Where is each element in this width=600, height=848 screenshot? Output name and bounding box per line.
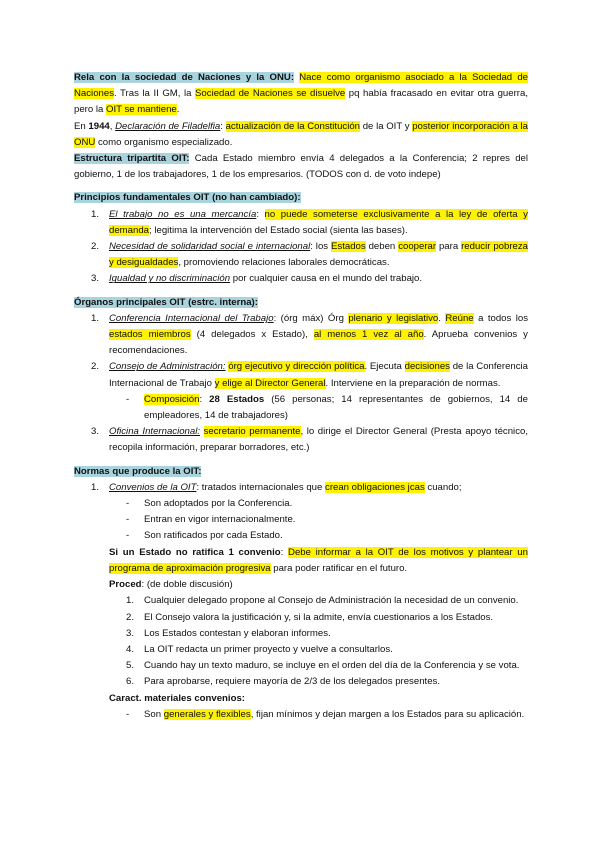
highlight-text: Nace como organismo asociado a la Sociedad de Naciones (74, 72, 528, 100)
list-number: 1. (126, 595, 135, 607)
text: (56 personas; 14 representantes de gobiernos, 14 de empleadores, 14 de trabajadores) (144, 393, 528, 422)
heading-onu: Rela con la sociedad de Naciones y la ONU: (74, 72, 295, 83)
spacer (74, 183, 528, 190)
highlight-text: Estados (331, 241, 366, 253)
text: de la Conferencia Internacional de Trabajo (109, 361, 529, 389)
document-page (74, 70, 528, 723)
list-item (74, 674, 528, 690)
text: : (280, 546, 289, 558)
highlight-text: plenario y legislativo (348, 312, 439, 324)
bold-text: 28 Estados (209, 393, 265, 405)
term: Conferencia Internacional del Trabajo (109, 312, 274, 324)
list-number: 6. (126, 676, 135, 688)
text: La OIT redacta un primer proyecto y vuelve a consultarlos. (144, 643, 393, 655)
term: Oficina Internacional: (109, 426, 201, 438)
list-item (74, 359, 528, 391)
highlight-text: Composición (144, 393, 200, 405)
dash-bullet: - (126, 708, 130, 720)
highlight-text: al menos 1 vez al año (313, 329, 424, 341)
spacer (74, 457, 528, 464)
text: El Consejo valora la justificación y, si la admite, envía cuestionarios a los Estados. (144, 611, 494, 623)
list-item (74, 626, 528, 642)
highlight-text: generales y flexibles (163, 708, 251, 720)
year: 1944 (88, 120, 110, 132)
text: deben (365, 241, 399, 253)
text: , (109, 120, 116, 132)
organos-list (74, 311, 528, 392)
list-item (74, 207, 528, 239)
list-item (74, 642, 528, 658)
bold-text: Proced (109, 579, 142, 591)
list-number: 2. (91, 241, 100, 253)
list-number: 3. (91, 273, 100, 285)
dash-bullet: - (126, 514, 130, 526)
text: . Interviene en la preparación de normas. (325, 377, 501, 389)
text: , fijan mínimos y dejan margen a los Estados para su aplicación. (250, 708, 525, 720)
principios-list (74, 207, 528, 288)
caract-list (74, 707, 528, 723)
text: Cuando hay un texto maduro, se incluye en el orden del día de la Conferencia y se vota. (144, 660, 520, 672)
text: . Ejecuta (364, 361, 405, 373)
text: Para aprobarse, requiere mayoría de 2/3 de los delegados presentes. (144, 676, 440, 688)
text: cuando; (424, 481, 462, 493)
text: Cada Estado miembro envía 4 delegados a la Conferencia; 2 repres del gobierno, 1 de los trabajadores, 1 de los empresarios. (TODOS con d. de voto indepe) (74, 153, 528, 181)
dash-bullet: - (126, 498, 130, 510)
text: : (199, 393, 210, 405)
highlight-text: no puede someterse exclusivamente a la ley de oferta y demanda (109, 208, 528, 236)
list-number: 3. (91, 426, 100, 438)
highlight-text: órg ejecutivo y dirección política (228, 361, 365, 373)
list-item (74, 392, 528, 424)
list-item (74, 424, 528, 456)
normas-list (74, 480, 528, 496)
list-item (74, 239, 528, 271)
bold-text: Si un Estado no ratifica 1 convenio (109, 546, 281, 558)
highlight-text: Debe informar a la OIT de los motivos y plantear un programa de aproximación progresiva (109, 546, 528, 574)
paragraph-filadelfia (74, 119, 528, 151)
list-number: 2. (91, 361, 100, 373)
convenio-conditions-list (74, 496, 528, 545)
list-item (74, 658, 528, 674)
list-number: 1. (91, 481, 100, 493)
list-item (74, 528, 528, 544)
list-number: 1. (91, 208, 100, 220)
highlight-text: cooperar (398, 241, 437, 253)
section-heading-principios (74, 190, 528, 206)
list-item (74, 512, 528, 528)
spacer (74, 288, 528, 295)
text: Entran en vigor internacionalmente. (144, 514, 296, 526)
highlight-text: decisiones (404, 361, 450, 373)
list-item (74, 707, 528, 723)
highlight-text: Sociedad de Naciones se disuelve (195, 88, 346, 100)
highlight-text: OIT se mantiene (106, 104, 177, 116)
term: Igualdad y no discriminación (109, 273, 231, 285)
heading-text: Principios fundamentales OIT (no han cambiado): (74, 192, 301, 204)
dash-bullet: - (126, 530, 130, 542)
text: : (de doble discusión) (141, 579, 233, 591)
organos-list-cont (74, 424, 528, 456)
highlight-text: y elige al Director General (214, 377, 326, 389)
list-item (74, 311, 528, 360)
text: En (74, 120, 89, 132)
text: : tratados internacionales que (196, 481, 326, 493)
text: . (438, 312, 446, 324)
term: Consejo de Administración: (109, 361, 226, 373)
section-heading-normas (74, 464, 528, 480)
list-item (74, 480, 528, 496)
text: (4 delegados x Estado), (190, 329, 314, 341)
text: , lo dirige el Director General (Presta apoyo técnico, recopila información, preparar borradores, etc.) (109, 426, 528, 454)
text: para poder ratificar en el futuro. (270, 562, 408, 574)
text: . Aprueba convenios y recomendaciones. (109, 329, 528, 357)
highlight-text: crean obligaciones jcas (325, 481, 425, 493)
heading-text: Normas que produce la OIT: (74, 465, 202, 477)
text: . (176, 104, 180, 116)
paragraph-proced (74, 577, 528, 593)
text: : (256, 208, 265, 220)
paragraph-tripartita (74, 151, 528, 183)
list-item (74, 593, 528, 609)
text: , promoviendo relaciones laborales democráticas. (178, 257, 390, 269)
list-item (74, 271, 528, 287)
text: Son adoptados por la Conferencia. (144, 498, 293, 510)
heading-tripartita: Estructura tripartita OIT: (74, 153, 190, 165)
dash-bullet: - (126, 393, 130, 405)
list-number: 4. (126, 643, 135, 655)
text: : los (310, 241, 331, 253)
text: : (220, 120, 226, 132)
list-item (74, 610, 528, 626)
term: El trabajo no es una mercancía (109, 208, 257, 220)
highlight-text: estados miembros (109, 329, 191, 341)
paragraph-onu (74, 70, 528, 119)
highlight-text: reducir pobreza y desigualdades (109, 241, 528, 269)
section-heading-organos (74, 295, 528, 311)
highlight-text: posterior incorporación a la ONU (74, 120, 528, 148)
list-number: 5. (126, 660, 135, 672)
text: como organismo especializado. (95, 136, 233, 148)
list-number: 2. (126, 611, 135, 623)
text: Los Estados contestan y elaboran informes. (144, 627, 331, 639)
heading-text: Órganos principales OIT (estrc. interna): (74, 296, 258, 308)
highlight-text: Reúne (445, 312, 474, 324)
list-number: 3. (126, 627, 135, 639)
text: pq había fracasado en evitar otra guerra, pero la (74, 88, 528, 116)
text: Son (144, 708, 164, 720)
term: Convenios de la OIT (109, 481, 197, 493)
list-number: 1. (91, 312, 100, 324)
text: : (órg máx) Órg (273, 312, 349, 324)
proced-steps-list (74, 593, 528, 690)
text: de la OIT y (360, 120, 413, 132)
caract-heading: Caract. materiales convenios: (109, 692, 245, 704)
text: a todos los (473, 312, 529, 324)
text: Son ratificados por cada Estado. (144, 530, 283, 542)
term: Necesidad de solidaridad social e internacional (109, 241, 311, 253)
text: . Tras la II GM, la (114, 88, 196, 100)
highlight-text: actualización de la Constitución (225, 120, 361, 132)
term: Declaración de Filadelfia (115, 120, 221, 132)
list-item (74, 496, 528, 512)
text: para (436, 241, 462, 253)
highlight-text: secretario permanente (203, 426, 301, 438)
paragraph-no-ratifica (74, 545, 528, 577)
composicion-list (74, 392, 528, 424)
text: por cualquier causa en el mundo del trabajo. (230, 273, 423, 285)
text: ; legitima la intervención del Estado social (sienta las bases). (149, 224, 408, 236)
text: Cualquier delegado propone al Consejo de Administración la necesidad de un convenio. (144, 595, 519, 607)
